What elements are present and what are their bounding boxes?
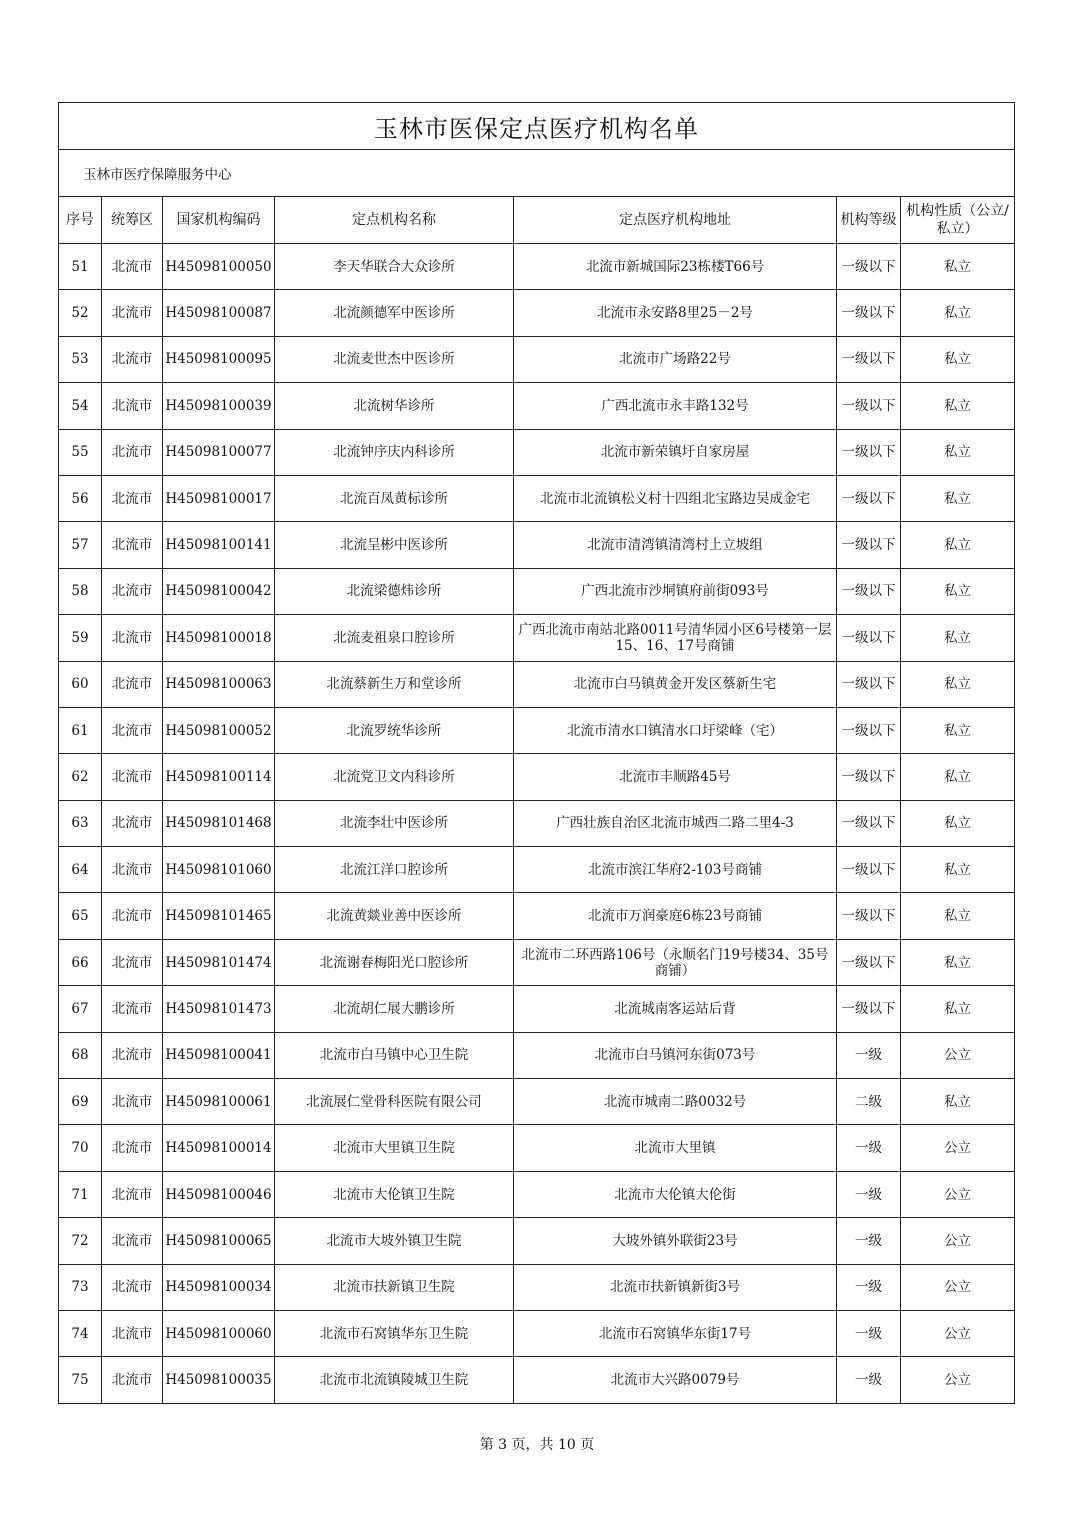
cell-address: 广西北流市永丰路132号 <box>514 383 837 429</box>
cell-seq: 52 <box>59 290 102 336</box>
cell-code: H45098100095 <box>163 336 275 382</box>
cell-nature: 私立 <box>901 615 1015 661</box>
cell-name: 北流百凤黄标诊所 <box>275 475 514 521</box>
cell-region: 北流市 <box>102 475 163 521</box>
cell-seq: 73 <box>59 1264 102 1310</box>
cell-nature: 私立 <box>901 383 1015 429</box>
cell-nature: 私立 <box>901 800 1015 846</box>
cell-region: 北流市 <box>102 707 163 753</box>
cell-address: 北流市城南二路0032号 <box>514 1079 837 1125</box>
table-row <box>59 290 1015 336</box>
cell-name: 北流市白马镇中心卫生院 <box>275 1032 514 1078</box>
cell-region: 北流市 <box>102 986 163 1032</box>
cell-code: H45098100063 <box>163 661 275 707</box>
cell-name: 北流谢春梅阳光口腔诊所 <box>275 939 514 985</box>
cell-address: 北流市永安路8里25－2号 <box>514 290 837 336</box>
cell-region: 北流市 <box>102 615 163 661</box>
column-header-region: 统筹区 <box>102 197 163 244</box>
cell-seq: 59 <box>59 615 102 661</box>
table-body <box>59 244 1015 1404</box>
cell-level: 一级 <box>837 1032 901 1078</box>
cell-level: 一级以下 <box>837 661 901 707</box>
table-row <box>59 1171 1015 1217</box>
cell-seq: 64 <box>59 847 102 893</box>
cell-nature: 公立 <box>901 1310 1015 1356</box>
cell-address: 北流市大伦镇大伦街 <box>514 1171 837 1217</box>
cell-code: H45098100050 <box>163 244 275 290</box>
cell-level: 一级以下 <box>837 522 901 568</box>
cell-code: H45098100017 <box>163 475 275 521</box>
cell-name: 北流蔡新生万和堂诊所 <box>275 661 514 707</box>
cell-nature: 私立 <box>901 661 1015 707</box>
cell-code: H45098100087 <box>163 290 275 336</box>
cell-region: 北流市 <box>102 244 163 290</box>
cell-seq: 55 <box>59 429 102 475</box>
cell-region: 北流市 <box>102 1125 163 1171</box>
cell-address: 北流市新荣镇圩自家房屋 <box>514 429 837 475</box>
cell-nature: 公立 <box>901 1125 1015 1171</box>
cell-level: 一级以下 <box>837 939 901 985</box>
cell-region: 北流市 <box>102 893 163 939</box>
table-row <box>59 1310 1015 1356</box>
cell-address: 北流市石窝镇华东街17号 <box>514 1310 837 1356</box>
cell-nature: 公立 <box>901 1171 1015 1217</box>
table-row <box>59 893 1015 939</box>
cell-region: 北流市 <box>102 754 163 800</box>
table-row <box>59 383 1015 429</box>
cell-region: 北流市 <box>102 1218 163 1264</box>
cell-name: 北流麦祖泉口腔诊所 <box>275 615 514 661</box>
cell-name: 北流市扶新镇卫生院 <box>275 1264 514 1310</box>
cell-address: 大坡外镇外联街23号 <box>514 1218 837 1264</box>
column-header-address: 定点医疗机构地址 <box>514 197 837 244</box>
cell-address: 北流城南客运站后背 <box>514 986 837 1032</box>
cell-level: 一级以下 <box>837 707 901 753</box>
cell-seq: 54 <box>59 383 102 429</box>
cell-level: 一级以下 <box>837 336 901 382</box>
cell-address: 广西壮族自治区北流市城西二路二里4-3 <box>514 800 837 846</box>
cell-region: 北流市 <box>102 429 163 475</box>
cell-level: 一级以下 <box>837 429 901 475</box>
cell-seq: 56 <box>59 475 102 521</box>
cell-name: 北流钟序庆内科诊所 <box>275 429 514 475</box>
cell-name: 北流树华诊所 <box>275 383 514 429</box>
cell-seq: 71 <box>59 1171 102 1217</box>
cell-code: H45098101060 <box>163 847 275 893</box>
cell-seq: 58 <box>59 568 102 614</box>
cell-address: 北流市广场路22号 <box>514 336 837 382</box>
cell-region: 北流市 <box>102 336 163 382</box>
cell-name: 北流党卫文内科诊所 <box>275 754 514 800</box>
cell-name: 北流梁德炜诊所 <box>275 568 514 614</box>
cell-code: H45098100065 <box>163 1218 275 1264</box>
cell-address: 广西北流市南站北路0011号清华园小区6号楼第一层15、16、17号商铺 <box>514 615 837 661</box>
institution-table <box>58 102 1015 1404</box>
cell-code: H45098100046 <box>163 1171 275 1217</box>
cell-region: 北流市 <box>102 1357 163 1403</box>
column-header-name: 定点机构名称 <box>275 197 514 244</box>
cell-region: 北流市 <box>102 1032 163 1078</box>
cell-name: 北流胡仁展大鹏诊所 <box>275 986 514 1032</box>
cell-address: 北流市二环西路106号（永顺名门19号楼34、35号商铺） <box>514 939 837 985</box>
cell-level: 一级以下 <box>837 847 901 893</box>
cell-level: 一级以下 <box>837 800 901 846</box>
cell-code: H45098100042 <box>163 568 275 614</box>
cell-seq: 53 <box>59 336 102 382</box>
cell-seq: 60 <box>59 661 102 707</box>
cell-code: H45098101468 <box>163 800 275 846</box>
cell-nature: 私立 <box>901 336 1015 382</box>
cell-seq: 62 <box>59 754 102 800</box>
cell-seq: 61 <box>59 707 102 753</box>
cell-name: 北流李壮中医诊所 <box>275 800 514 846</box>
page-footer: 第 3 页，共 10 页 <box>479 1437 595 1453</box>
cell-address: 北流市新城国际23栋楼T66号 <box>514 244 837 290</box>
cell-nature: 私立 <box>901 754 1015 800</box>
table-row <box>59 1264 1015 1310</box>
table-row <box>59 568 1015 614</box>
cell-region: 北流市 <box>102 800 163 846</box>
cell-level: 一级以下 <box>837 615 901 661</box>
cell-level: 一级以下 <box>837 290 901 336</box>
cell-name: 北流市大坡外镇卫生院 <box>275 1218 514 1264</box>
cell-code: H45098100039 <box>163 383 275 429</box>
cell-level: 一级 <box>837 1264 901 1310</box>
table-row <box>59 244 1015 290</box>
cell-nature: 私立 <box>901 939 1015 985</box>
cell-code: H45098100060 <box>163 1310 275 1356</box>
column-header-row <box>59 197 1015 244</box>
table-row <box>59 1032 1015 1078</box>
cell-level: 一级 <box>837 1218 901 1264</box>
cell-nature: 私立 <box>901 244 1015 290</box>
cell-address: 北流市清水口镇清水口圩梁峰（宅） <box>514 707 837 753</box>
cell-level: 二级 <box>837 1079 901 1125</box>
table-row <box>59 800 1015 846</box>
cell-name: 北流市石窝镇华东卫生院 <box>275 1310 514 1356</box>
table-row <box>59 1357 1015 1403</box>
cell-nature: 私立 <box>901 568 1015 614</box>
cell-code: H45098100035 <box>163 1357 275 1403</box>
cell-region: 北流市 <box>102 290 163 336</box>
cell-nature: 公立 <box>901 1032 1015 1078</box>
cell-address: 北流市滨江华府2-103号商铺 <box>514 847 837 893</box>
cell-address: 北流市丰顺路45号 <box>514 754 837 800</box>
cell-nature: 公立 <box>901 1264 1015 1310</box>
table-row <box>59 615 1015 661</box>
cell-address: 北流市扶新镇新街3号 <box>514 1264 837 1310</box>
cell-address: 北流市北流镇松义村十四组北宝路边吴成金宅 <box>514 475 837 521</box>
cell-level: 一级以下 <box>837 383 901 429</box>
cell-address: 北流市大兴路0079号 <box>514 1357 837 1403</box>
cell-region: 北流市 <box>102 661 163 707</box>
cell-region: 北流市 <box>102 383 163 429</box>
organization-name: 玉林市医疗保障服务中心 <box>59 150 1015 197</box>
cell-code: H45098100018 <box>163 615 275 661</box>
cell-nature: 私立 <box>901 429 1015 475</box>
cell-nature: 私立 <box>901 475 1015 521</box>
column-header-nature: 机构性质（公立/私立） <box>901 197 1015 244</box>
cell-name: 北流展仁堂骨科医院有限公司 <box>275 1079 514 1125</box>
cell-code: H45098101474 <box>163 939 275 985</box>
cell-seq: 57 <box>59 522 102 568</box>
cell-seq: 68 <box>59 1032 102 1078</box>
cell-code: H45098100041 <box>163 1032 275 1078</box>
cell-code: H45098100061 <box>163 1079 275 1125</box>
cell-code: H45098101473 <box>163 986 275 1032</box>
cell-seq: 67 <box>59 986 102 1032</box>
cell-seq: 74 <box>59 1310 102 1356</box>
cell-level: 一级 <box>837 1171 901 1217</box>
table-row <box>59 1079 1015 1125</box>
cell-nature: 私立 <box>901 1079 1015 1125</box>
cell-name: 北流颜德军中医诊所 <box>275 290 514 336</box>
cell-level: 一级 <box>837 1125 901 1171</box>
cell-address: 北流市清湾镇清湾村上立坡组 <box>514 522 837 568</box>
cell-code: H45098100052 <box>163 707 275 753</box>
cell-level: 一级 <box>837 1310 901 1356</box>
cell-seq: 63 <box>59 800 102 846</box>
table-row <box>59 661 1015 707</box>
cell-name: 北流麦世杰中医诊所 <box>275 336 514 382</box>
table-row <box>59 939 1015 985</box>
column-header-code: 国家机构编码 <box>163 197 275 244</box>
cell-name: 北流江洋口腔诊所 <box>275 847 514 893</box>
cell-region: 北流市 <box>102 939 163 985</box>
cell-address: 广西北流市沙垌镇府前街093号 <box>514 568 837 614</box>
cell-nature: 公立 <box>901 1357 1015 1403</box>
cell-address: 北流市白马镇黄金开发区蔡新生宅 <box>514 661 837 707</box>
cell-address: 北流市大里镇 <box>514 1125 837 1171</box>
cell-region: 北流市 <box>102 1264 163 1310</box>
cell-seq: 72 <box>59 1218 102 1264</box>
cell-address: 北流市万润豪庭6栋23号商铺 <box>514 893 837 939</box>
cell-nature: 私立 <box>901 986 1015 1032</box>
cell-name: 北流呈彬中医诊所 <box>275 522 514 568</box>
column-header-seq: 序号 <box>59 197 102 244</box>
cell-region: 北流市 <box>102 1079 163 1125</box>
cell-seq: 65 <box>59 893 102 939</box>
cell-nature: 私立 <box>901 522 1015 568</box>
cell-nature: 公立 <box>901 1218 1015 1264</box>
cell-name: 北流市北流镇陵城卫生院 <box>275 1357 514 1403</box>
cell-level: 一级以下 <box>837 568 901 614</box>
cell-name: 北流黄燚业善中医诊所 <box>275 893 514 939</box>
cell-level: 一级 <box>837 1357 901 1403</box>
table-row <box>59 986 1015 1032</box>
cell-code: H45098100077 <box>163 429 275 475</box>
cell-address: 北流市白马镇河东街073号 <box>514 1032 837 1078</box>
cell-level: 一级以下 <box>837 986 901 1032</box>
cell-region: 北流市 <box>102 568 163 614</box>
cell-level: 一级以下 <box>837 754 901 800</box>
cell-nature: 私立 <box>901 893 1015 939</box>
document-title: 玉林市医保定点医疗机构名单 <box>59 103 1015 150</box>
table-row <box>59 429 1015 475</box>
cell-level: 一级以下 <box>837 893 901 939</box>
cell-name: 北流罗统华诊所 <box>275 707 514 753</box>
cell-seq: 51 <box>59 244 102 290</box>
cell-name: 李天华联合大众诊所 <box>275 244 514 290</box>
cell-nature: 私立 <box>901 707 1015 753</box>
cell-level: 一级以下 <box>837 244 901 290</box>
cell-name: 北流市大伦镇卫生院 <box>275 1171 514 1217</box>
table-row <box>59 475 1015 521</box>
cell-name: 北流市大里镇卫生院 <box>275 1125 514 1171</box>
table-row <box>59 1125 1015 1171</box>
column-header-level: 机构等级 <box>837 197 901 244</box>
cell-region: 北流市 <box>102 522 163 568</box>
cell-region: 北流市 <box>102 1171 163 1217</box>
cell-nature: 私立 <box>901 290 1015 336</box>
cell-level: 一级以下 <box>837 475 901 521</box>
cell-code: H45098101465 <box>163 893 275 939</box>
table-row <box>59 707 1015 753</box>
cell-seq: 70 <box>59 1125 102 1171</box>
cell-seq: 75 <box>59 1357 102 1403</box>
cell-region: 北流市 <box>102 847 163 893</box>
table-row <box>59 754 1015 800</box>
cell-code: H45098100114 <box>163 754 275 800</box>
table-row <box>59 336 1015 382</box>
cell-code: H45098100141 <box>163 522 275 568</box>
cell-seq: 69 <box>59 1079 102 1125</box>
table-row <box>59 1218 1015 1264</box>
table-row <box>59 847 1015 893</box>
cell-nature: 私立 <box>901 847 1015 893</box>
cell-code: H45098100014 <box>163 1125 275 1171</box>
cell-seq: 66 <box>59 939 102 985</box>
table-row <box>59 522 1015 568</box>
cell-code: H45098100034 <box>163 1264 275 1310</box>
cell-region: 北流市 <box>102 1310 163 1356</box>
